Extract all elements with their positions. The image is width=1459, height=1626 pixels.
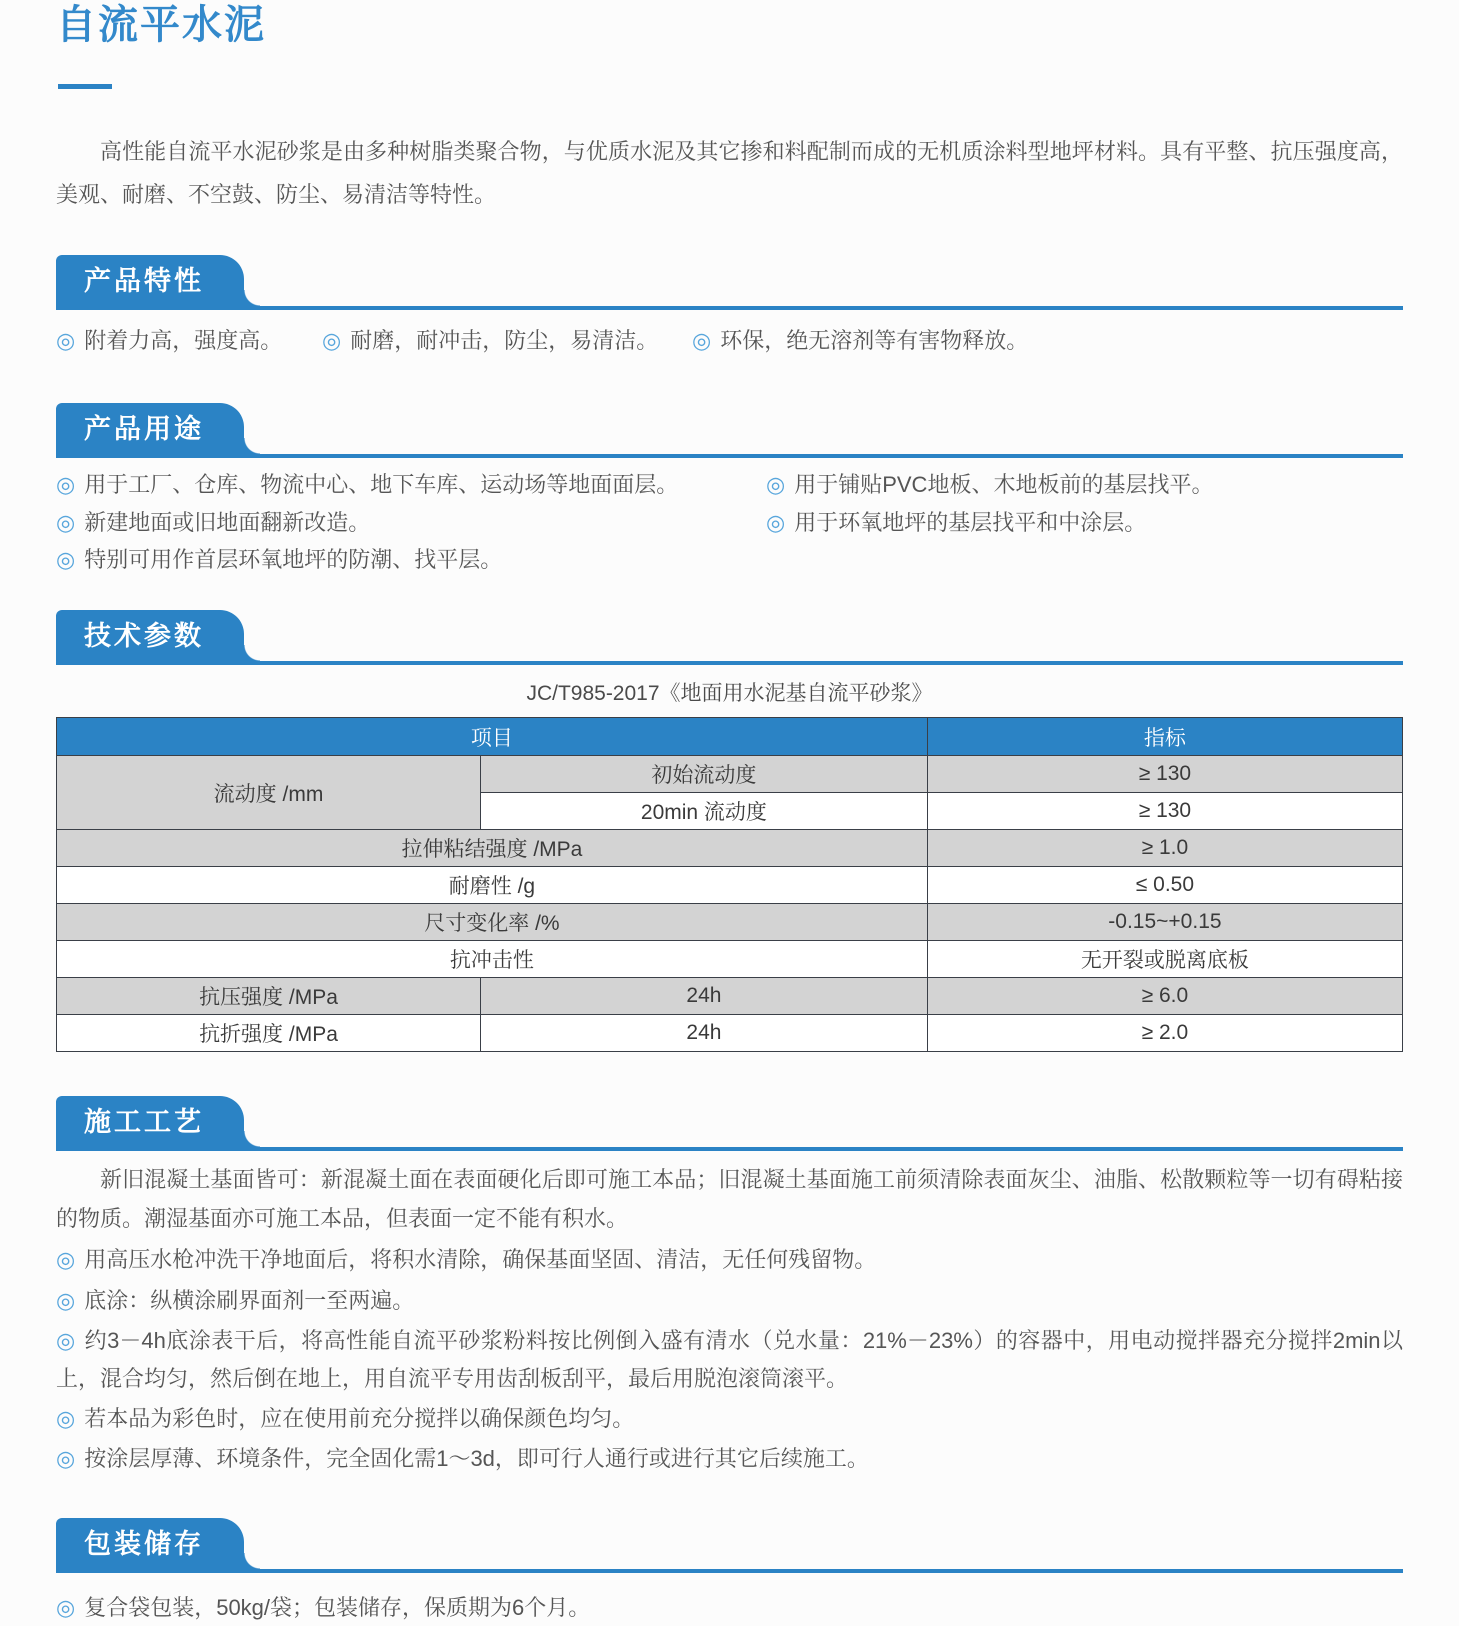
list-item-text: 用于工厂、仓库、物流中心、地下车库、运动场等地面面层。 [84,472,679,498]
section-header-specs [56,610,1403,665]
uses-column-left [56,466,766,578]
uses-list [56,466,1403,578]
bullet-icon: ◎ [56,1405,76,1431]
spec-cell: 无开裂或脱离底板 [927,941,1402,978]
uses-column-right [766,466,1403,578]
spec-cell: ≥ 2.0 [927,1015,1402,1052]
spec-cell: -0.15~+0.15 [927,904,1402,941]
spec-cell: 尺寸变化率 /% [57,904,928,941]
bullet-icon: ◎ [56,472,76,498]
section-tab-uses: 产品用途 [56,403,244,454]
spec-row [57,830,1403,867]
spec-row [57,867,1403,904]
section-tab-features: 产品特性 [56,255,244,306]
title-underline [58,84,112,89]
spec-row [57,756,1403,793]
spec-row [57,904,1403,941]
spec-cell: 初始流动度 [480,756,927,793]
bullet-icon: ◎ [56,1594,76,1620]
spec-cell: 耐磨性 /g [57,867,928,904]
list-item [56,1241,1403,1278]
list-item [56,541,766,578]
spec-cell: 流动度 /mm [57,756,481,830]
list-item-text: 复合袋包装，50kg/袋；包装储存，保质期为6个月。 [84,1594,591,1620]
bullet-icon: ◎ [766,509,786,535]
standard-reference: JC/T985-2017《地面用水泥基自流平砂浆》 [526,682,933,706]
bullet-icon: ◎ [692,327,712,353]
list-item [766,466,1403,503]
list-item-text: 约3－4h底涂表干后，将高性能自流平砂浆粉料按比例倒入盛有清水（兑水量：21%－23%）的容器中，用电动搅拌器充分搅拌2min以上，混合均匀，然后倒在地上，用自流平专用齿刮板刮平，最后用脱泡滚筒滚平。 [56,1328,1403,1391]
list-item [692,322,1028,359]
list-item-text: 新建地面或旧地面翻新改造。 [84,509,371,535]
section-tab-specs: 技术参数 [56,610,244,661]
spec-cell: ≥ 6.0 [927,978,1402,1015]
list-item-text: 附着力高，强度高。 [84,327,283,353]
spec-cell: ≥ 130 [927,756,1402,793]
spec-cell: 拉伸粘结强度 /MPa [57,830,928,867]
bullet-icon: ◎ [56,327,76,353]
process-list [56,1241,1403,1477]
list-item-text: 若本品为彩色时，应在使用前充分搅拌以确保颜色均匀。 [84,1405,635,1431]
list-item-text: 用于铺贴PVC地板、木地板前的基层找平。 [794,472,1214,498]
spec-cell: ≥ 130 [927,793,1402,830]
section-tab-packaging: 包装储存 [56,1518,244,1569]
bullet-icon: ◎ [56,546,76,572]
spec-cell: ≤ 0.50 [927,867,1402,904]
list-item [56,1589,1403,1626]
list-item-text: 底涂：纵横涂刷界面剂一至两遍。 [84,1287,415,1313]
bullet-icon: ◎ [56,1446,76,1472]
bullet-icon: ◎ [56,509,76,535]
spec-table-header-index: 指标 [927,718,1402,756]
list-item-text: 用高压水枪冲洗干净地面后，将积水清除，确保基面坚固、清洁，无任何残留物。 [84,1247,877,1273]
list-item [56,1440,1403,1477]
list-item-text: 按涂层厚薄、环境条件，完全固化需1～3d，即可行人通行或进行其它后续施工。 [84,1446,869,1472]
process-paragraph: 新旧混凝土基面皆可：新混凝土面在表面硬化后即可施工本品；旧混凝土基面施工前须清除表面灰尘、油脂、松散颗粒等一切有碍粘接的物质。潮湿基面亦可施工本品，但表面一定不能有积水。 [56,1167,1403,1231]
section-header-features [56,255,1403,310]
spec-row [57,941,1403,978]
list-item [56,1322,1403,1397]
section-header-process [56,1096,1403,1151]
section-header-uses [56,403,1403,458]
spec-table-header-row [57,718,1403,756]
list-item-text: 特别可用作首层环氧地坪的防潮、找平层。 [84,546,503,572]
bullet-icon: ◎ [56,1247,76,1273]
spec-cell: 24h [480,978,927,1015]
list-item [322,322,692,359]
list-item [56,1282,1403,1319]
spec-cell: 抗冲击性 [57,941,928,978]
list-item-text: 耐磨，耐冲击，防尘，易清洁。 [350,327,659,353]
packaging-list [56,1589,1403,1626]
spec-table-header-item: 项目 [57,718,928,756]
section-header-packaging [56,1518,1403,1573]
list-item [56,1400,1403,1437]
list-item [56,322,322,359]
spec-cell: 抗折强度 /MPa [57,1015,481,1052]
list-item-text: 环保，绝无溶剂等有害物释放。 [720,327,1029,353]
list-item [56,466,766,503]
bullet-icon: ◎ [56,1328,76,1354]
page-title: 自流平水泥 [56,3,266,47]
spec-cell: ≥ 1.0 [927,830,1402,867]
bullet-icon: ◎ [56,1287,76,1313]
list-item-text: 用于环氧地坪的基层找平和中涂层。 [794,509,1147,535]
list-item [56,504,766,541]
spec-row [57,978,1403,1015]
bullet-icon: ◎ [766,472,786,498]
spec-cell: 24h [480,1015,927,1052]
spec-cell: 抗压强度 /MPa [57,978,481,1015]
spec-row [57,1015,1403,1052]
intro-paragraph: 高性能自流平水泥砂浆是由多种树脂类聚合物，与优质水泥及其它掺和料配制而成的无机质涂料型地坪材料。具有平整、抗压强度高，美观、耐磨、不空鼓、防尘、易清洁等特性。 [56,139,1403,207]
spec-table [56,717,1403,1052]
bullet-icon: ◎ [322,327,342,353]
list-item [766,504,1403,541]
section-tab-process: 施工工艺 [56,1096,244,1147]
features-list [56,322,1403,359]
spec-cell: 20min 流动度 [480,793,927,830]
